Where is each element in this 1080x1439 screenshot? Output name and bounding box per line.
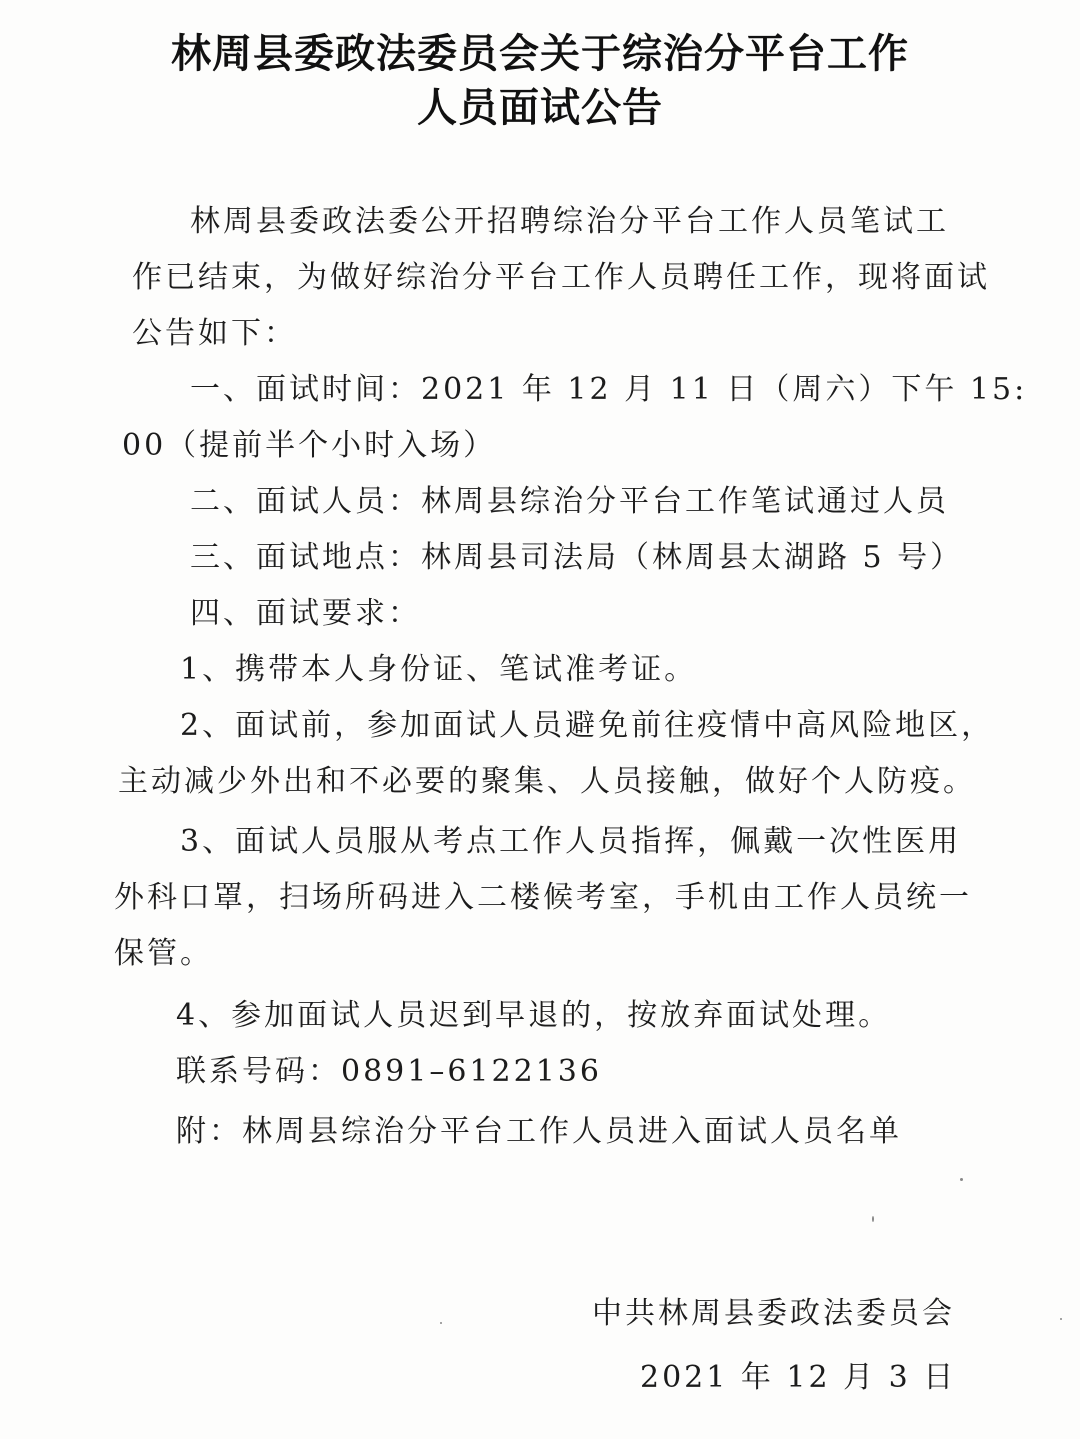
requirement-1: 1、携带本人身份证、笔试准考证。 xyxy=(180,652,698,687)
issue-date: 2021 年 12 月 3 日 xyxy=(640,1360,957,1395)
requirement-3-line-2: 外科口罩，扫场所码进入二楼候考室，手机由工作人员统一 xyxy=(114,880,972,915)
section-interview-time-line-2: 00（提前半个小时入场） xyxy=(122,428,497,463)
section-interview-candidates: 二、面试人员：林周县综治分平台工作笔试通过人员 xyxy=(190,484,949,519)
scan-speck xyxy=(1060,1318,1062,1320)
requirement-4: 4、参加面试人员迟到早退的，按放弃面试处理。 xyxy=(176,998,892,1033)
requirement-2-line-1: 2、面试前，参加面试人员避免前往疫情中高风险地区， xyxy=(180,708,995,743)
intro-line-1: 林周县委政法委公开招聘综治分平台工作人员笔试工 xyxy=(190,204,949,239)
scan-speck xyxy=(960,1178,963,1181)
requirement-3-line-3: 保管。 xyxy=(114,936,213,971)
section-interview-requirements: 四、面试要求： xyxy=(190,596,421,631)
intro-line-3: 公告如下： xyxy=(132,316,297,351)
document-title-line-1: 林周县委政法委员会关于综治分平台工作 xyxy=(171,31,909,77)
contact-number: 联系号码：0891–6122136 xyxy=(176,1054,602,1089)
requirement-3-line-1: 3、面试人员服从考点工作人员指挥，佩戴一次性医用 xyxy=(180,824,962,859)
intro-line-2: 作已结束，为做好综治分平台工作人员聘任工作，现将面试 xyxy=(132,260,990,295)
document-title-line-2: 人员面试公告 xyxy=(417,85,663,131)
attachment-note: 附：林周县综治分平台工作人员进入面试人员名单 xyxy=(176,1114,902,1149)
scan-speck xyxy=(872,1216,874,1222)
issuer-name: 中共林周县委政法委员会 xyxy=(592,1296,955,1331)
section-interview-location: 三、面试地点：林周县司法局（林周县太湖路 5 号） xyxy=(190,540,964,575)
requirement-2-line-2: 主动减少外出和不必要的聚集、人员接触，做好个人防疫。 xyxy=(118,764,976,799)
scan-speck xyxy=(440,1322,442,1324)
section-interview-time-line-1: 一、面试时间：2021 年 12 月 11 日（周六）下午 15: xyxy=(190,372,1028,407)
